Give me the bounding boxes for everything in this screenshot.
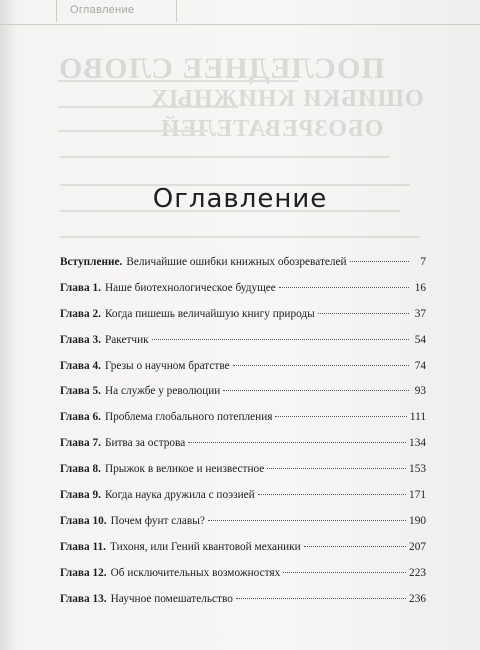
toc-entry-title: Величайшие ошибки книжных обозревателей: [126, 256, 347, 268]
dot-leader: [236, 597, 406, 599]
toc-entry-page: 37: [414, 307, 426, 320]
toc-entry-number: Глава 11.: [60, 540, 106, 553]
toc-entry-number: Глава 5.: [60, 385, 101, 398]
dot-leader: [258, 493, 406, 495]
show-through-text: ОШИБКИ КНИЖНЫХ: [150, 86, 424, 112]
toc-entry-number: Глава 9.: [60, 489, 101, 502]
header-divider: [56, 0, 57, 22]
show-through-line: [60, 236, 420, 238]
toc-entry-page: 7: [420, 256, 426, 268]
dot-leader: [152, 338, 409, 340]
toc-entry[interactable]: [60, 592, 426, 618]
toc-entry[interactable]: [60, 462, 426, 488]
toc-entry-page: 111: [409, 411, 426, 424]
toc-entry-title: Когда наука дружила с поэзией: [104, 489, 255, 502]
toc-entry[interactable]: [60, 436, 426, 462]
toc-entry[interactable]: [60, 410, 426, 436]
toc-entry-title: Грезы о научном братстве: [104, 359, 230, 372]
toc-entry-number: Глава 10.: [60, 514, 107, 527]
show-through-line: [60, 156, 390, 158]
show-through-line: [58, 106, 238, 108]
toc-entry-number: Глава 8.: [60, 463, 101, 476]
toc-entry-title: Прыжок в великое и неизвестное: [104, 463, 265, 476]
toc-entry-page: 93: [414, 385, 426, 398]
toc-entry[interactable]: [60, 384, 426, 410]
toc-entry-number: Глава 12.: [60, 566, 107, 579]
toc-entry-number: Глава 3.: [60, 333, 101, 346]
show-through-text: ОБОЗРЕВАТЕЛЕЙ: [160, 116, 384, 142]
toc-entry-page: 54: [414, 333, 426, 346]
toc-entry[interactable]: [60, 359, 426, 385]
toc-entry-title: Ракетчик: [104, 333, 149, 346]
toc-entry[interactable]: [60, 281, 426, 307]
toc-entry-number: Вступление.: [60, 256, 123, 268]
dot-leader: [304, 545, 406, 547]
show-through-line: [58, 80, 298, 82]
show-through-text: ПОСЛЕДНЕЕ СЛОВО: [58, 52, 385, 85]
toc-entry[interactable]: [60, 333, 426, 359]
toc-entry-title: Битва за острова: [104, 437, 186, 450]
dot-leader: [283, 571, 406, 573]
toc-entry-page: 190: [409, 514, 426, 527]
toc-entry-number: Глава 13.: [60, 592, 107, 605]
toc-entry-page: 236: [409, 592, 426, 605]
show-through-line: [58, 130, 208, 132]
dot-leader: [318, 312, 409, 314]
dot-leader: [275, 415, 406, 417]
toc-entry-title: Тихоня, или Гений квантовой механики: [109, 540, 301, 553]
toc-entry[interactable]: [60, 540, 426, 566]
toc-entry-title: Научное помешательство: [110, 592, 233, 605]
toc-entry-title: Когда пишешь величайшую книгу природы: [104, 307, 315, 320]
dot-leader: [188, 441, 406, 443]
toc-entry-page: 16: [414, 281, 426, 294]
dot-leader: [208, 519, 406, 521]
show-through-background: [0, 24, 480, 264]
toc-entry-number: Глава 2.: [60, 307, 101, 320]
toc-entry-title: Проблема глобального потепления: [104, 411, 273, 424]
toc-entry-title: На службе у революции: [104, 385, 221, 398]
table-of-contents: [60, 255, 426, 617]
toc-entry-page: 153: [409, 463, 426, 476]
dot-leader: [233, 364, 409, 366]
toc-entry-number: Глава 7.: [60, 437, 101, 450]
header-divider: [176, 0, 177, 22]
toc-entry-title: Об исключительных возможностях: [110, 566, 281, 579]
toc-entry-page: 207: [409, 540, 426, 553]
toc-entry[interactable]: [60, 514, 426, 540]
page-header: [0, 0, 480, 25]
header-label: Оглавление: [70, 4, 135, 16]
page-title: Оглавление: [152, 184, 328, 214]
toc-entry-number: Глава 1.: [60, 281, 101, 294]
toc-entry-title: Почем фунт славы?: [110, 514, 205, 527]
toc-entry[interactable]: [60, 307, 426, 333]
dot-leader: [267, 467, 406, 469]
dot-leader: [279, 286, 409, 288]
toc-entry-page: 134: [409, 437, 426, 450]
toc-entry-page: 74: [414, 359, 426, 372]
toc-entry-page: 171: [409, 489, 426, 502]
dot-leader: [223, 389, 409, 391]
toc-entry[interactable]: [60, 488, 426, 514]
toc-entry-number: Глава 4.: [60, 359, 101, 372]
dot-leader: [350, 260, 409, 262]
toc-entry[interactable]: [60, 566, 426, 592]
toc-entry-title: Наше биотехнологическое будущее: [104, 281, 276, 294]
toc-entry-page: 223: [409, 566, 426, 579]
toc-entry[interactable]: [60, 255, 426, 281]
toc-entry-number: Глава 6.: [60, 411, 101, 424]
